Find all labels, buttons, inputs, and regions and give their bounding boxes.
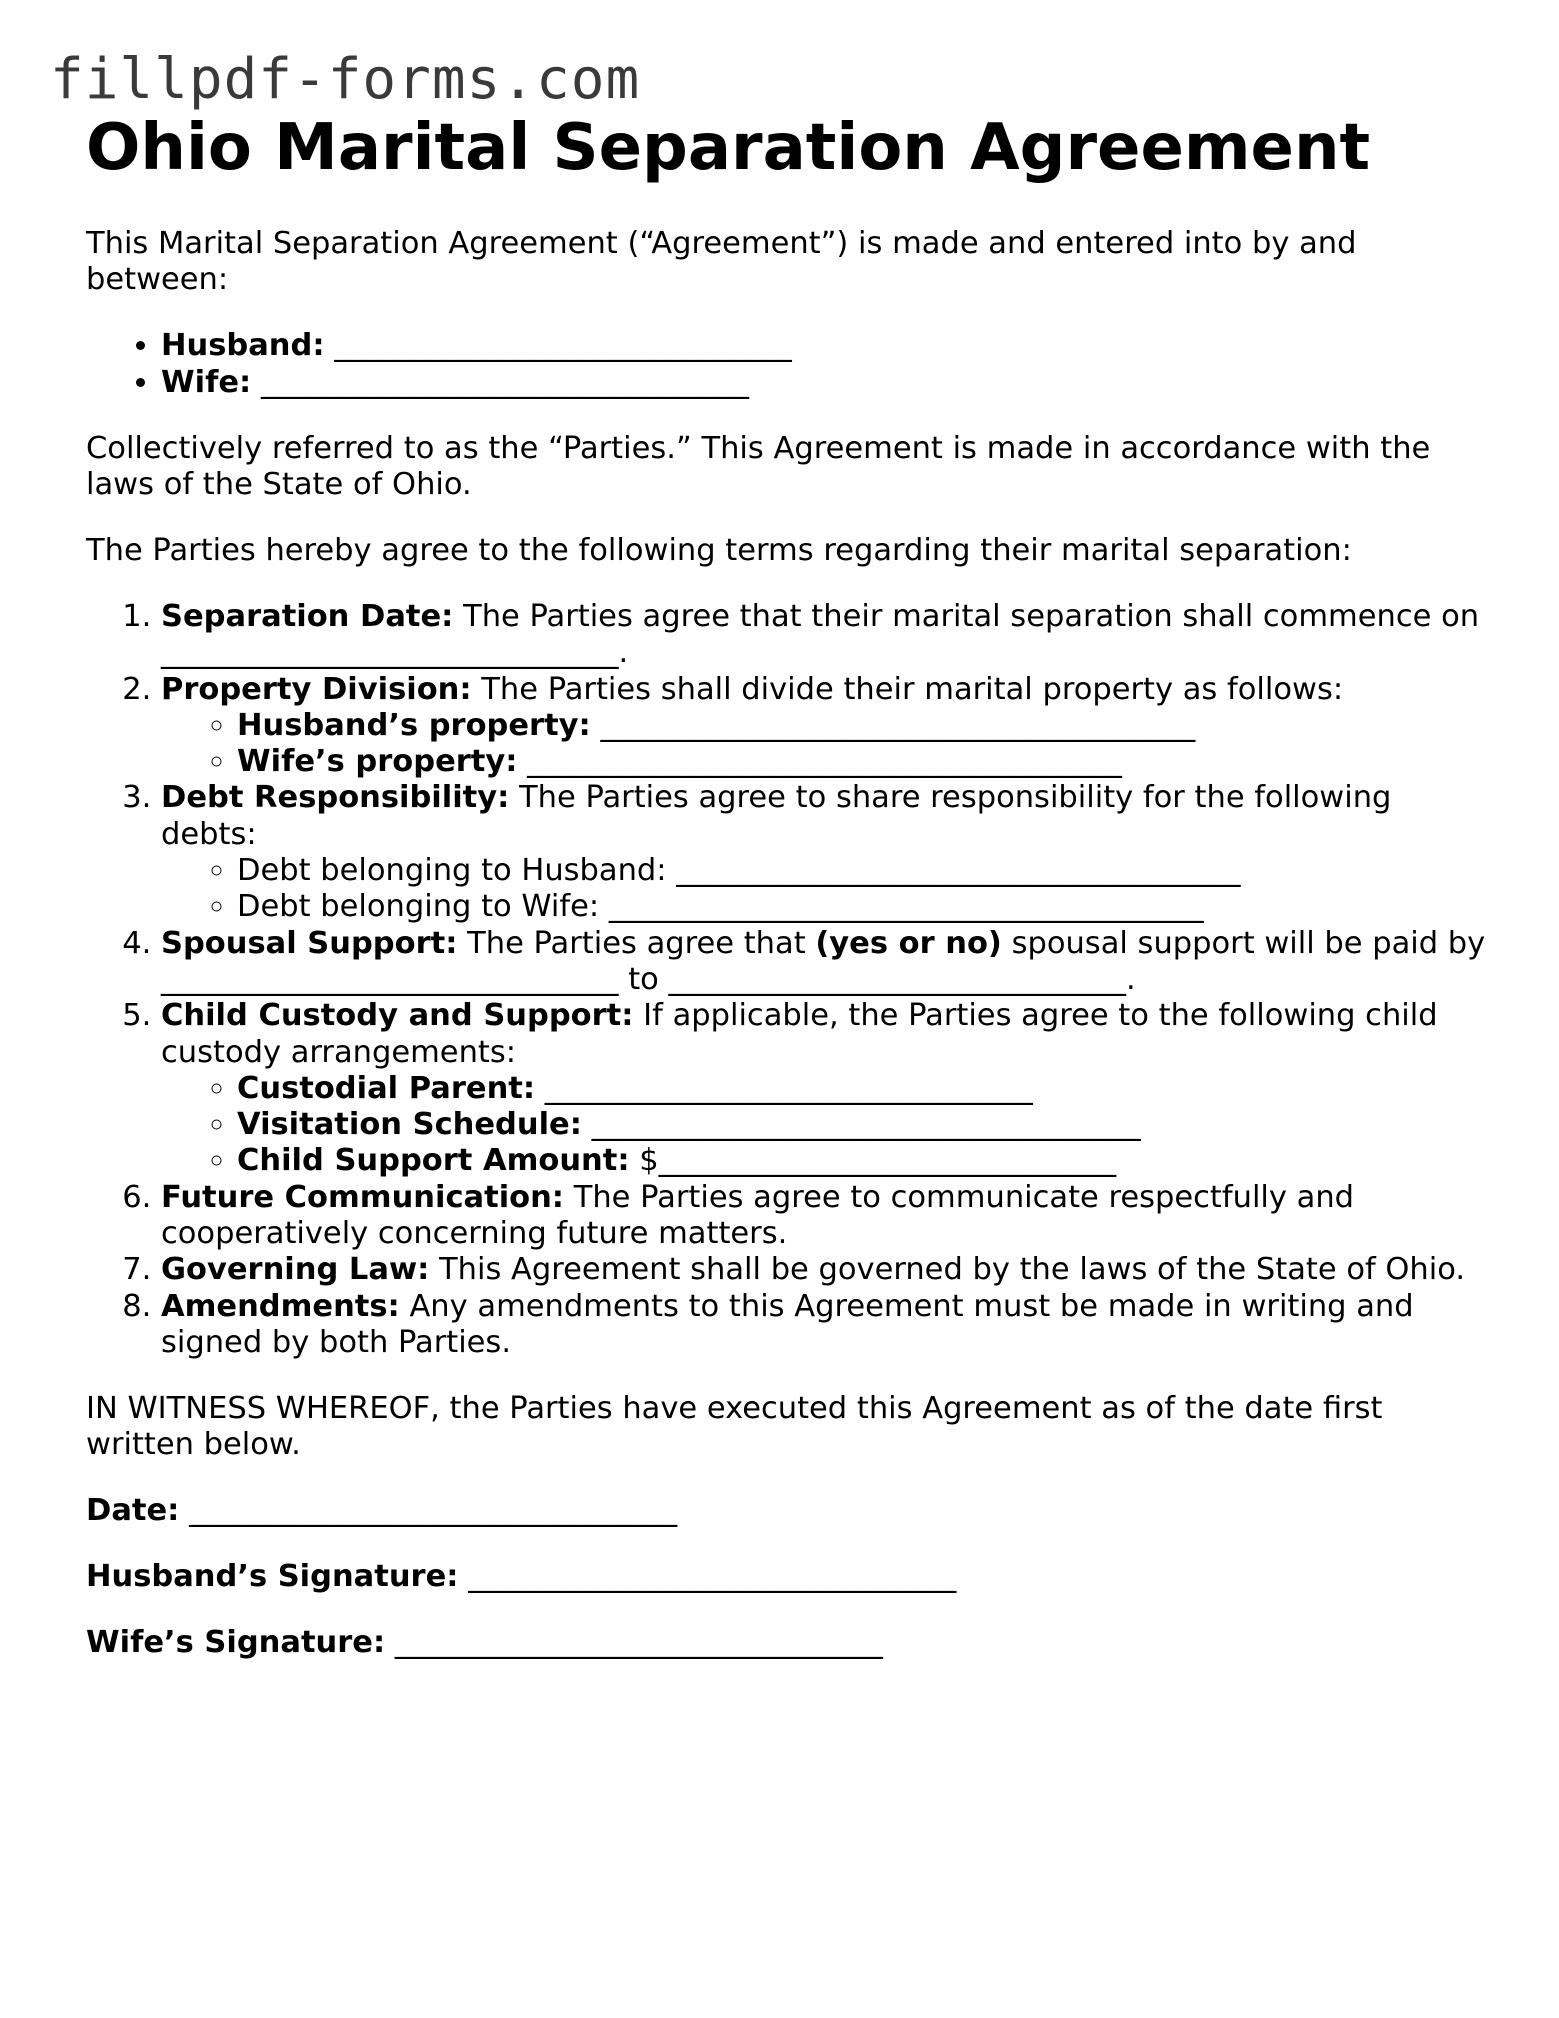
term-amendments: [161, 1289, 1486, 1362]
term-governing-law: [161, 1252, 1486, 1288]
custodial-parent-label: Custodial Parent:: [237, 1070, 536, 1106]
wife-signature-line: [86, 1625, 1486, 1661]
husband-debt-item: [237, 853, 1486, 889]
wife-debt-label: Debt belonging to Wife:: [237, 889, 600, 925]
document-body: [86, 108, 1486, 1661]
term-spousal-support: [161, 926, 1486, 999]
visitation-schedule-item: [237, 1107, 1486, 1143]
wife-signature-label: Wife’s Signature:: [86, 1625, 386, 1661]
child-support-item: [237, 1143, 1486, 1179]
term-end: .: [618, 635, 629, 671]
husband-property-item: [237, 708, 1486, 744]
support-payer-field[interactable]: ______________________________: [161, 961, 619, 997]
intro-paragraph: This Marital Separation Agreement (“Agreement”) is made and entered into by and between:: [86, 226, 1357, 297]
wife-debt-field[interactable]: _______________________________________: [608, 889, 1204, 925]
husband-property-label: Husband’s property:: [237, 707, 591, 743]
term-child-custody: [161, 998, 1486, 1179]
date-label: Date:: [86, 1493, 180, 1529]
separation-date-field[interactable]: ______________________________: [161, 635, 619, 671]
term-text: The Parties shall divide their marital property as follows:: [481, 671, 1344, 707]
term-heading: Debt Responsibility:: [161, 780, 510, 816]
party-husband: [161, 328, 1486, 365]
term-heading: Governing Law:: [161, 1252, 430, 1288]
husband-property-field[interactable]: _______________________________________: [600, 707, 1196, 743]
party-wife-label: Wife:: [161, 364, 252, 400]
husband-debt-field[interactable]: _____________________________________: [676, 853, 1241, 889]
witness-paragraph: IN WITNESS WHEREOF, the Parties have executed this Agreement as of the date first written below.: [86, 1391, 1383, 1463]
term-heading: Spousal Support:: [161, 925, 458, 961]
term-heading: Property Division:: [161, 671, 472, 707]
watermark: fillpdf-forms.com: [50, 47, 641, 112]
husband-signature-label: Husband’s Signature:: [86, 1559, 459, 1595]
child-support-field[interactable]: $______________________________: [639, 1143, 1117, 1179]
term-end: .: [1126, 961, 1136, 997]
custody-sublist: [161, 1071, 1486, 1180]
wife-property-label: Wife’s property:: [237, 744, 518, 780]
date-field[interactable]: ________________________________: [189, 1493, 678, 1529]
date-line: [86, 1493, 1486, 1529]
husband-debt-label: Debt belonging to Husband:: [237, 853, 667, 889]
terms-list: [86, 599, 1486, 1361]
wife-debt-item: [237, 889, 1486, 925]
term-heading: Separation Date:: [161, 599, 454, 634]
term-text: Any amendments to this Agreement must be made in writing and signed by both Parties.: [161, 1288, 1414, 1360]
custodial-parent-item: [237, 1071, 1486, 1107]
term-debt-responsibility: [161, 780, 1486, 925]
wife-signature-field[interactable]: ________________________________: [394, 1625, 883, 1661]
custodial-parent-field[interactable]: ________________________________: [544, 1070, 1033, 1106]
support-payee-field[interactable]: ______________________________: [668, 961, 1127, 997]
term-text: The Parties agree to share responsibility for the following debts:: [161, 780, 1392, 852]
collectively-paragraph: Collectively referred to as the “Parties.” This Agreement is made in accordance with the laws of the State of Ohio.: [86, 431, 1431, 502]
party-wife: [161, 365, 1486, 402]
term-text: This Agreement shall be governed by the laws of the State of Ohio.: [439, 1252, 1466, 1288]
husband-name-field[interactable]: ______________________________: [334, 328, 792, 363]
term-text: spousal support will be paid by: [1011, 925, 1486, 961]
term-text: The Parties agree that: [467, 925, 806, 961]
husband-signature-line: [86, 1559, 1486, 1595]
visitation-schedule-label: Visitation Schedule:: [237, 1107, 582, 1143]
term-text: If applicable, the Parties agree to the following child custody arrangements:: [161, 998, 1438, 1070]
party-list: [86, 328, 1486, 401]
yes-or-no-text: (yes or no): [815, 925, 1002, 961]
debt-sublist: [161, 853, 1486, 926]
page-title: Ohio Marital Separation Agreement: [86, 111, 1371, 185]
term-heading: Amendments:: [161, 1288, 400, 1324]
wife-property-field[interactable]: _______________________________________: [527, 744, 1122, 780]
term-heading: Child Custody and Support:: [161, 998, 634, 1034]
term-heading: Future Communication:: [161, 1179, 565, 1215]
term-property-division: [161, 672, 1486, 781]
wife-property-item: [237, 744, 1486, 780]
to-text: to: [628, 961, 659, 997]
term-separation-date: [161, 599, 1486, 672]
agree-intro-paragraph: The Parties hereby agree to the following terms regarding their marital separation:: [86, 533, 1352, 568]
term-text: The Parties agree to communicate respectfully and cooperatively concerning future matters.: [161, 1179, 1355, 1252]
property-sublist: [161, 708, 1486, 781]
wife-name-field[interactable]: ________________________________: [260, 364, 749, 400]
husband-signature-field[interactable]: ________________________________: [468, 1559, 957, 1595]
visitation-schedule-field[interactable]: ____________________________________: [591, 1107, 1141, 1143]
term-future-communication: [161, 1180, 1486, 1253]
party-husband-label: Husband:: [161, 328, 325, 363]
child-support-label: Child Support Amount:: [237, 1143, 630, 1179]
term-text: The Parties agree that their marital separation shall commence on: [463, 599, 1480, 634]
